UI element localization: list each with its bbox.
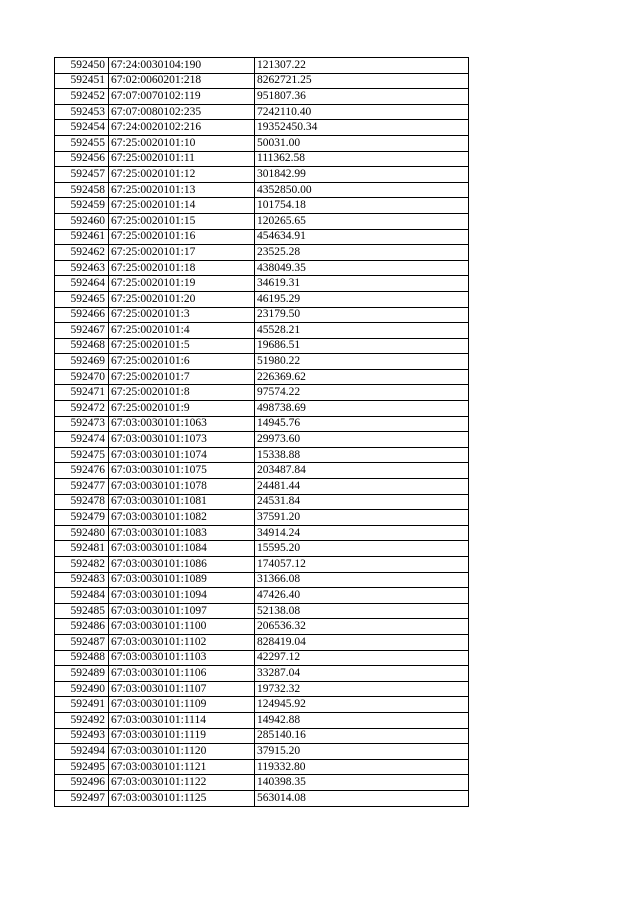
value-cell: 101754.18 bbox=[255, 198, 469, 214]
table-row bbox=[55, 681, 469, 697]
row-id-cell: 592492 bbox=[55, 712, 109, 728]
value-cell: 47426.40 bbox=[255, 588, 469, 604]
table-row bbox=[55, 416, 469, 432]
row-id-cell: 592453 bbox=[55, 104, 109, 120]
row-id-cell: 592479 bbox=[55, 510, 109, 526]
table-row bbox=[55, 385, 469, 401]
table-row bbox=[55, 135, 469, 151]
row-id-cell: 592450 bbox=[55, 58, 109, 74]
value-cell: 34914.24 bbox=[255, 525, 469, 541]
row-id-cell: 592460 bbox=[55, 213, 109, 229]
value-cell: 226369.62 bbox=[255, 369, 469, 385]
table-row bbox=[55, 619, 469, 635]
cadastral-number-cell: 67:03:0030101:1089 bbox=[109, 572, 255, 588]
row-id-cell: 592465 bbox=[55, 291, 109, 307]
table-row bbox=[55, 198, 469, 214]
table-row bbox=[55, 167, 469, 183]
row-id-cell: 592488 bbox=[55, 650, 109, 666]
value-cell: 23525.28 bbox=[255, 245, 469, 261]
row-id-cell: 592477 bbox=[55, 479, 109, 495]
cadastral-number-cell: 67:24:0030104:190 bbox=[109, 58, 255, 74]
value-cell: 19732.32 bbox=[255, 681, 469, 697]
table-row bbox=[55, 557, 469, 573]
row-id-cell: 592452 bbox=[55, 89, 109, 105]
cadastral-number-cell: 67:25:0020101:5 bbox=[109, 338, 255, 354]
table-row bbox=[55, 728, 469, 744]
cadastral-number-cell: 67:25:0020101:20 bbox=[109, 291, 255, 307]
table-row bbox=[55, 245, 469, 261]
value-cell: 14945.76 bbox=[255, 416, 469, 432]
value-cell: 454634.91 bbox=[255, 229, 469, 245]
cadastral-number-cell: 67:03:0030101:1125 bbox=[109, 790, 255, 806]
cadastral-number-cell: 67:03:0030101:1075 bbox=[109, 463, 255, 479]
cadastral-number-cell: 67:03:0030101:1109 bbox=[109, 697, 255, 713]
row-id-cell: 592485 bbox=[55, 603, 109, 619]
row-id-cell: 592458 bbox=[55, 182, 109, 198]
value-cell: 438049.35 bbox=[255, 260, 469, 276]
table-row bbox=[55, 276, 469, 292]
table-row bbox=[55, 494, 469, 510]
table-row bbox=[55, 260, 469, 276]
cadastral-number-cell: 67:03:0030101:1122 bbox=[109, 775, 255, 791]
cadastral-number-cell: 67:25:0020101:10 bbox=[109, 135, 255, 151]
row-id-cell: 592466 bbox=[55, 307, 109, 323]
row-id-cell: 592467 bbox=[55, 323, 109, 339]
cadastral-number-cell: 67:25:0020101:18 bbox=[109, 260, 255, 276]
value-cell: 45528.21 bbox=[255, 323, 469, 339]
row-id-cell: 592476 bbox=[55, 463, 109, 479]
table-row bbox=[55, 291, 469, 307]
table-row bbox=[55, 213, 469, 229]
value-cell: 52138.08 bbox=[255, 603, 469, 619]
row-id-cell: 592473 bbox=[55, 416, 109, 432]
cadastral-number-cell: 67:24:0020102:216 bbox=[109, 120, 255, 136]
row-id-cell: 592461 bbox=[55, 229, 109, 245]
cadastral-number-cell: 67:25:0020101:15 bbox=[109, 213, 255, 229]
row-id-cell: 592471 bbox=[55, 385, 109, 401]
row-id-cell: 592470 bbox=[55, 369, 109, 385]
cadastral-number-cell: 67:03:0030101:1086 bbox=[109, 557, 255, 573]
row-id-cell: 592490 bbox=[55, 681, 109, 697]
table-row bbox=[55, 307, 469, 323]
row-id-cell: 592456 bbox=[55, 151, 109, 167]
row-id-cell: 592495 bbox=[55, 759, 109, 775]
table-row bbox=[55, 323, 469, 339]
row-id-cell: 592459 bbox=[55, 198, 109, 214]
value-cell: 34619.31 bbox=[255, 276, 469, 292]
value-cell: 42297.12 bbox=[255, 650, 469, 666]
row-id-cell: 592455 bbox=[55, 135, 109, 151]
value-cell: 15595.20 bbox=[255, 541, 469, 557]
table-row bbox=[55, 479, 469, 495]
cadastral-number-cell: 67:03:0030101:1094 bbox=[109, 588, 255, 604]
value-cell: 23179.50 bbox=[255, 307, 469, 323]
row-id-cell: 592494 bbox=[55, 744, 109, 760]
row-id-cell: 592478 bbox=[55, 494, 109, 510]
table-row bbox=[55, 603, 469, 619]
table-row bbox=[55, 541, 469, 557]
cadastral-number-cell: 67:25:0020101:9 bbox=[109, 401, 255, 417]
table-row bbox=[55, 744, 469, 760]
value-cell: 37915.20 bbox=[255, 744, 469, 760]
value-cell: 31366.08 bbox=[255, 572, 469, 588]
value-cell: 951807.36 bbox=[255, 89, 469, 105]
value-cell: 120265.65 bbox=[255, 213, 469, 229]
cadastral-number-cell: 67:03:0030101:1082 bbox=[109, 510, 255, 526]
value-cell: 206536.32 bbox=[255, 619, 469, 635]
cadastral-number-cell: 67:03:0030101:1063 bbox=[109, 416, 255, 432]
row-id-cell: 592486 bbox=[55, 619, 109, 635]
cadastral-number-cell: 67:25:0020101:12 bbox=[109, 167, 255, 183]
cadastral-number-cell: 67:25:0020101:11 bbox=[109, 151, 255, 167]
table-row bbox=[55, 588, 469, 604]
value-cell: 203487.84 bbox=[255, 463, 469, 479]
row-id-cell: 592482 bbox=[55, 557, 109, 573]
row-id-cell: 592496 bbox=[55, 775, 109, 791]
cadastral-number-cell: 67:03:0030101:1100 bbox=[109, 619, 255, 635]
table-row bbox=[55, 634, 469, 650]
table-row bbox=[55, 182, 469, 198]
table-row bbox=[55, 463, 469, 479]
cadastral-number-cell: 67:03:0030101:1120 bbox=[109, 744, 255, 760]
value-cell: 7242110.40 bbox=[255, 104, 469, 120]
table-row bbox=[55, 338, 469, 354]
cadastral-number-cell: 67:03:0030101:1097 bbox=[109, 603, 255, 619]
cadastral-number-cell: 67:03:0030101:1121 bbox=[109, 759, 255, 775]
cadastral-number-cell: 67:02:0060201:218 bbox=[109, 73, 255, 89]
row-id-cell: 592483 bbox=[55, 572, 109, 588]
value-cell: 174057.12 bbox=[255, 557, 469, 573]
cadastral-number-cell: 67:03:0030101:1078 bbox=[109, 479, 255, 495]
row-id-cell: 592491 bbox=[55, 697, 109, 713]
table-row bbox=[55, 229, 469, 245]
cadastral-number-cell: 67:03:0030101:1114 bbox=[109, 712, 255, 728]
cadastral-number-cell: 67:03:0030101:1102 bbox=[109, 634, 255, 650]
row-id-cell: 592493 bbox=[55, 728, 109, 744]
cadastral-number-cell: 67:25:0020101:14 bbox=[109, 198, 255, 214]
value-cell: 14942.88 bbox=[255, 712, 469, 728]
value-cell: 498738.69 bbox=[255, 401, 469, 417]
cadastral-number-cell: 67:03:0030101:1083 bbox=[109, 525, 255, 541]
value-cell: 29973.60 bbox=[255, 432, 469, 448]
table-row bbox=[55, 759, 469, 775]
cadastral-number-cell: 67:25:0020101:4 bbox=[109, 323, 255, 339]
value-cell: 51980.22 bbox=[255, 354, 469, 370]
table-row bbox=[55, 401, 469, 417]
cadastral-number-cell: 67:25:0020101:19 bbox=[109, 276, 255, 292]
cadastral-number-cell: 67:07:0070102:119 bbox=[109, 89, 255, 105]
cadastral-number-cell: 67:25:0020101:3 bbox=[109, 307, 255, 323]
table-row bbox=[55, 712, 469, 728]
value-cell: 19686.51 bbox=[255, 338, 469, 354]
table-row bbox=[55, 775, 469, 791]
row-id-cell: 592489 bbox=[55, 666, 109, 682]
value-cell: 121307.22 bbox=[255, 58, 469, 74]
value-cell: 33287.04 bbox=[255, 666, 469, 682]
row-id-cell: 592469 bbox=[55, 354, 109, 370]
cadastral-number-cell: 67:25:0020101:16 bbox=[109, 229, 255, 245]
cadastral-number-cell: 67:25:0020101:13 bbox=[109, 182, 255, 198]
table-row bbox=[55, 104, 469, 120]
row-id-cell: 592484 bbox=[55, 588, 109, 604]
cadastral-number-cell: 67:03:0030101:1074 bbox=[109, 447, 255, 463]
cadastral-number-cell: 67:03:0030101:1103 bbox=[109, 650, 255, 666]
table-body bbox=[55, 58, 469, 807]
row-id-cell: 592487 bbox=[55, 634, 109, 650]
cadastral-number-cell: 67:07:0080102:235 bbox=[109, 104, 255, 120]
row-id-cell: 592481 bbox=[55, 541, 109, 557]
row-id-cell: 592497 bbox=[55, 790, 109, 806]
table-row bbox=[55, 369, 469, 385]
value-cell: 301842.99 bbox=[255, 167, 469, 183]
cadastral-number-cell: 67:25:0020101:8 bbox=[109, 385, 255, 401]
row-id-cell: 592472 bbox=[55, 401, 109, 417]
table-row bbox=[55, 58, 469, 74]
value-cell: 46195.29 bbox=[255, 291, 469, 307]
table-row bbox=[55, 151, 469, 167]
table-row bbox=[55, 432, 469, 448]
row-id-cell: 592464 bbox=[55, 276, 109, 292]
table-row bbox=[55, 697, 469, 713]
table-row bbox=[55, 572, 469, 588]
value-cell: 124945.92 bbox=[255, 697, 469, 713]
cadastral-number-cell: 67:03:0030101:1084 bbox=[109, 541, 255, 557]
value-cell: 24481.44 bbox=[255, 479, 469, 495]
table-row bbox=[55, 666, 469, 682]
cadastral-number-cell: 67:03:0030101:1106 bbox=[109, 666, 255, 682]
value-cell: 19352450.34 bbox=[255, 120, 469, 136]
cadastral-number-cell: 67:03:0030101:1081 bbox=[109, 494, 255, 510]
data-table bbox=[54, 57, 469, 807]
row-id-cell: 592454 bbox=[55, 120, 109, 136]
row-id-cell: 592463 bbox=[55, 260, 109, 276]
value-cell: 119332.80 bbox=[255, 759, 469, 775]
value-cell: 111362.58 bbox=[255, 151, 469, 167]
table-row bbox=[55, 650, 469, 666]
cadastral-number-cell: 67:03:0030101:1107 bbox=[109, 681, 255, 697]
cadastral-number-cell: 67:03:0030101:1119 bbox=[109, 728, 255, 744]
row-id-cell: 592474 bbox=[55, 432, 109, 448]
value-cell: 140398.35 bbox=[255, 775, 469, 791]
cadastral-number-cell: 67:25:0020101:6 bbox=[109, 354, 255, 370]
table-row bbox=[55, 120, 469, 136]
table-row bbox=[55, 354, 469, 370]
table-row bbox=[55, 525, 469, 541]
value-cell: 50031.00 bbox=[255, 135, 469, 151]
value-cell: 828419.04 bbox=[255, 634, 469, 650]
value-cell: 8262721.25 bbox=[255, 73, 469, 89]
table-row bbox=[55, 790, 469, 806]
value-cell: 285140.16 bbox=[255, 728, 469, 744]
value-cell: 24531.84 bbox=[255, 494, 469, 510]
cadastral-number-cell: 67:25:0020101:17 bbox=[109, 245, 255, 261]
table-row bbox=[55, 73, 469, 89]
cadastral-number-cell: 67:25:0020101:7 bbox=[109, 369, 255, 385]
row-id-cell: 592462 bbox=[55, 245, 109, 261]
row-id-cell: 592480 bbox=[55, 525, 109, 541]
table-row bbox=[55, 89, 469, 105]
table-row bbox=[55, 510, 469, 526]
row-id-cell: 592468 bbox=[55, 338, 109, 354]
table-row bbox=[55, 447, 469, 463]
row-id-cell: 592457 bbox=[55, 167, 109, 183]
value-cell: 4352850.00 bbox=[255, 182, 469, 198]
row-id-cell: 592475 bbox=[55, 447, 109, 463]
value-cell: 37591.20 bbox=[255, 510, 469, 526]
row-id-cell: 592451 bbox=[55, 73, 109, 89]
value-cell: 15338.88 bbox=[255, 447, 469, 463]
cadastral-number-cell: 67:03:0030101:1073 bbox=[109, 432, 255, 448]
value-cell: 563014.08 bbox=[255, 790, 469, 806]
value-cell: 97574.22 bbox=[255, 385, 469, 401]
